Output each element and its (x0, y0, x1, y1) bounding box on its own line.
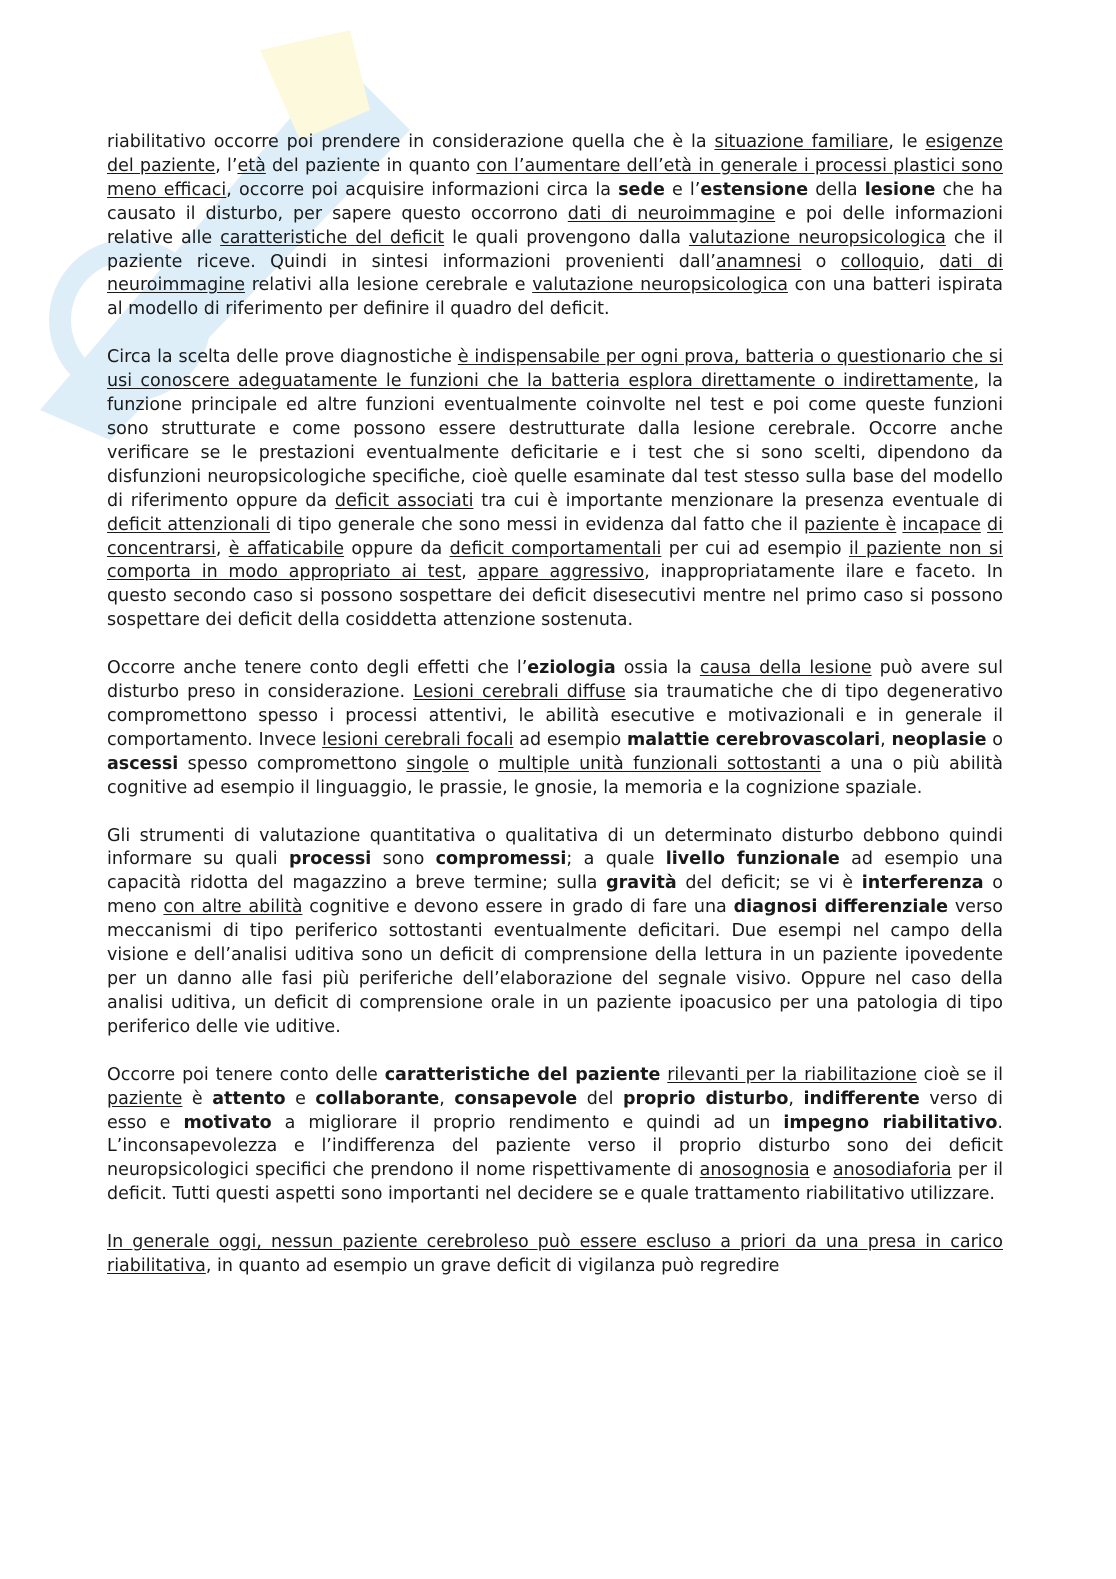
underlined-phrase: singole (406, 753, 469, 774)
text-run: a migliorare il proprio rendimento e quindi ad un (271, 1112, 784, 1133)
text-run: Occorre poi tenere conto delle (107, 1064, 385, 1085)
text-run: Occorre anche tenere conto degli effetti che l’ (107, 658, 528, 679)
text-run: di tipo generale che sono messi in evidenza dal fatto che il (269, 514, 805, 535)
text-run: e l’ (664, 179, 701, 200)
bold-term: impegno riabilitativo (783, 1112, 998, 1133)
text-run: del deficit; se vi è (676, 873, 862, 894)
underlined-phrase: situazione familiare (714, 132, 889, 152)
underlined-phrase: anamnesi (715, 251, 802, 272)
underlined-phrase: appare aggressivo (477, 562, 645, 583)
page-content (107, 131, 1003, 1303)
text-run: , (215, 538, 229, 559)
text-run: e (285, 1088, 316, 1109)
text-run: a una o più abilità cognitive ad esempio il linguaggio, le prassie, le gnosie, la memoria e la cognizione spaziale. (107, 753, 1003, 798)
text-run: è (182, 1088, 213, 1109)
text-run: ; a quale (566, 849, 666, 870)
text-run: per il deficit. Tutti questi aspetti sono importanti nel decidere se e quale trattamento riabilitativo utilizzare. (107, 1160, 1003, 1205)
text-run: che ha causato il disturbo, per sapere questo occorrono (107, 179, 1003, 224)
text-run: sia traumatiche che di tipo degenerativo compromettono spesso i processi attentivi, le abilità esecutive e motivazionali e in generale il comportamento. Invece (107, 682, 1003, 750)
underlined-phrase: paziente è (804, 514, 897, 535)
text-run: ad esempio (513, 729, 628, 750)
bold-term: neoplasie (891, 729, 987, 750)
text-run: del (577, 1088, 624, 1109)
underlined-phrase: con l’aumentare dell’età in generale i processi plastici sono meno efficaci (107, 155, 1003, 200)
text-run: Gli strumenti di valutazione quantitativa o qualitativa di un determinato disturbo debbono quindi informare su quali (107, 825, 1003, 870)
bold-term: livello funzionale (665, 849, 840, 870)
text-run: tra cui è importante menzionare la presenza eventuale di (473, 490, 1003, 511)
bold-term: lesione (864, 179, 936, 200)
bold-term: collaborante (315, 1088, 440, 1109)
bold-term: gravità (606, 873, 677, 894)
underlined-phrase: deficit attenzionali (107, 514, 270, 535)
text-run: , (439, 1088, 455, 1109)
text-run: , occorre poi acquisire informazioni circa la (226, 179, 619, 200)
underlined-phrase: età (237, 155, 266, 176)
underlined-phrase: colloquio (840, 251, 920, 272)
underlined-phrase: paziente (107, 1088, 183, 1109)
underlined-phrase: deficit associati (334, 490, 474, 511)
bold-term: attento (212, 1088, 286, 1109)
text-run: riabilitativo occorre poi prendere in considerazione quella che è la (107, 132, 715, 152)
text-run: , (880, 729, 892, 750)
text-run: o (468, 753, 499, 774)
text-run: o (986, 729, 1003, 750)
text-run: della (808, 179, 865, 200)
underlined-phrase: Lesioni cerebrali diffuse (413, 682, 626, 703)
underlined-phrase: rilevanti per la riabilitazione (667, 1064, 917, 1085)
bold-term: sede (618, 179, 665, 200)
bold-term: eziologia (527, 658, 616, 679)
text-run: che il paziente riceve. Quindi in sintesi informazioni provenienti dall’ (107, 227, 1003, 272)
underlined-phrase: multiple unità funzionali sottostanti (498, 753, 821, 774)
underlined-phrase: è indispensabile per ogni prova, batteria o questionario che si usi conoscere adeguatamente le funzioni che la batteria esplora direttamente o indirettamente (107, 347, 1003, 392)
paragraph (107, 346, 1003, 633)
underlined-phrase: esigenze del paziente (107, 132, 1003, 176)
underlined-phrase: caratteristiche del deficit (220, 227, 445, 248)
bold-term: ascessi (107, 753, 179, 774)
text-run: con una batteri ispirata al modello di riferimento per definire il quadro del deficit. (107, 275, 1003, 320)
text-run: sono (371, 849, 436, 870)
underlined-phrase: è affaticabile (228, 538, 345, 559)
underlined-phrase: il paziente non si comporta in modo appropriato ai test (107, 538, 1003, 583)
text-run: per cui ad esempio (661, 538, 849, 559)
underlined-phrase: con altre abilità (163, 897, 303, 918)
underlined-phrase: In generale oggi, nessun paziente cerebroleso può essere escluso a priori da una presa in carico riabilitativa (107, 1232, 1003, 1277)
text-run: ad esempio una capacità ridotta del magazzino a breve termine; sulla (107, 849, 1004, 894)
text-run: del paziente in quanto (265, 155, 477, 176)
text-run: , (919, 251, 940, 272)
underlined-phrase: di concentrarsi (107, 514, 1003, 559)
underlined-phrase: deficit comportamentali (449, 538, 662, 559)
bold-term: caratteristiche del paziente (384, 1064, 661, 1085)
bold-term: interferenza (861, 873, 984, 894)
text-run: , in quanto ad esempio un grave deficit di vigilanza può regredire (205, 1256, 780, 1277)
paragraph (107, 131, 1003, 322)
bold-term: compromessi (435, 849, 567, 870)
text-run: verso meccanismi di tipo periferico sottostanti eventualmente deficitari. Due esempi nel campo della visione e dell’analisi uditiva sono un deficit di comprensione della lettura in un paziente ipovedente per un danno alle fasi più periferiche dell’elaborazione del segnale visivo. Oppure nel caso della analisi uditiva, un deficit di comprensione orale in un paziente ipoacusico per una patologia di tipo periferico delle vie uditive. (107, 897, 1003, 1037)
text-run: cioè se il (916, 1064, 1003, 1085)
bold-term: processi (289, 849, 372, 870)
underlined-phrase: dati di neuroimmagine (107, 251, 1003, 296)
paragraph (107, 1231, 1003, 1279)
text-run: , l’ (215, 155, 238, 176)
bold-term: malattie cerebrovascolari (627, 729, 881, 750)
underlined-phrase: lesioni cerebrali focali (322, 729, 514, 750)
text-run: e (809, 1160, 833, 1181)
text-run: relativi alla lesione cerebrale e (244, 275, 533, 296)
underlined-phrase: incapace (902, 514, 981, 535)
text-run: , la funzione principale ed altre funzioni eventualmente coinvolte nel test e poi come queste funzioni sono strutturate e come possono essere destrutturate dalla lesione cerebrale. Occorre anche verificare se le prestazioni eventualmente deficitarie e i test che si sono scelti, dipendono da disfunzioni neuropsicologiche specifiche, cioè quelle esaminate dal test stesso sulla base del modello di riferimento oppure da (107, 371, 1004, 511)
paragraph (107, 825, 1003, 1040)
underlined-phrase: dati di neuroimmagine (567, 203, 776, 224)
text-run: , inappropriatamente ilare e faceto. In questo secondo caso si possono sospettare dei deficit disesecutivi mentre nel primo caso si possono sospettare dei deficit della cosiddetta attenzione sostenuta. (107, 562, 1003, 631)
text-run: oppure da (344, 538, 450, 559)
text-run: spesso compromettono (178, 753, 407, 774)
underlined-phrase: causa della lesione (699, 658, 872, 679)
text-run: cognitive e devono essere in grado di fare una (302, 897, 734, 918)
bold-term: consapevole (454, 1088, 578, 1109)
text-run: o meno (107, 873, 1003, 918)
paragraph (107, 1064, 1003, 1207)
text-run: o (801, 251, 841, 272)
text-run: e poi delle informazioni relative alle (107, 203, 1003, 248)
bold-term: motivato (183, 1112, 272, 1133)
text-run: verso di esso e (107, 1088, 1003, 1133)
bold-term: indifferente (803, 1088, 920, 1109)
bold-term: estensione (700, 179, 809, 200)
underlined-phrase: valutazione neuropsicologica (688, 227, 946, 248)
underlined-phrase: anosognosia (699, 1160, 810, 1181)
paragraph (107, 657, 1003, 800)
text-run: , (788, 1088, 804, 1109)
underlined-phrase: anosodiaforia (832, 1160, 952, 1181)
text-run: può avere sul disturbo preso in considerazione. (107, 658, 1003, 703)
text-run: , le (888, 132, 926, 152)
text-run: , (461, 562, 478, 583)
text-run: Circa la scelta delle prove diagnostiche (107, 347, 458, 368)
bold-term: diagnosi differenziale (733, 897, 949, 918)
text-run: le quali provengono dalla (444, 227, 689, 248)
text-run: ossia la (615, 658, 700, 679)
bold-term: proprio disturbo (623, 1088, 789, 1109)
underlined-phrase: valutazione neuropsicologica (532, 275, 788, 296)
text-run: . L’inconsapevolezza e l’indifferenza del paziente verso il proprio disturbo sono dei deficit neuropsicologici specifici che prendono il nome rispettivamente di (107, 1112, 1003, 1181)
